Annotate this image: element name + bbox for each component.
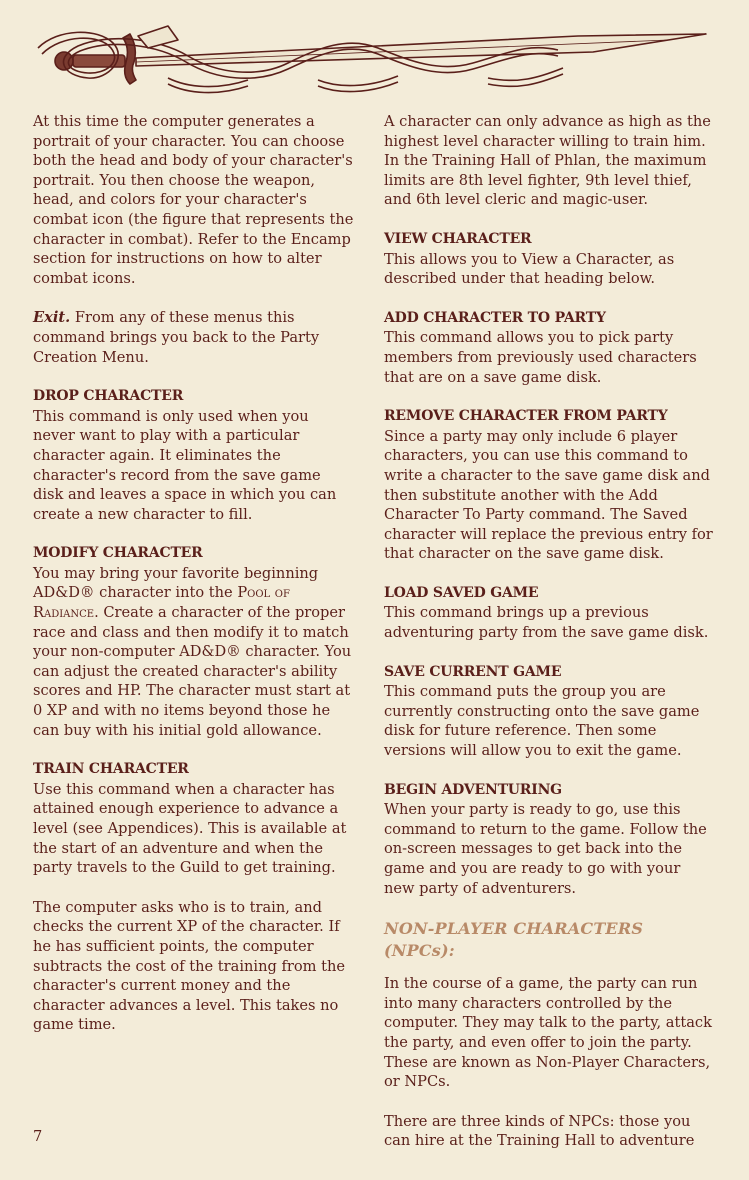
left-column [33,112,355,1055]
section-modify-character [33,544,355,740]
section-train-character [33,760,355,878]
text-pool-of-radiance: Pool of Radiance [33,584,290,622]
heading-add-character: ADD CHARACTER TO PARTY [384,309,606,326]
sword-ornament-icon [18,18,708,98]
right-column [384,112,714,1171]
heading-save-game: SAVE CURRENT GAME [384,663,562,680]
text-remove-character: Since a party may only include 6 player characters, you can use this command to write a character to the save game disk and then substitute another with the Add Character To Party command. The Saved character will replace the previous entry for that character on the save game disk. [384,427,713,563]
paragraph-npc-kinds: There are three kinds of NPCs: those you can hire at the Training Hall to adventure [384,1112,695,1150]
heading-train-character: TRAIN CHARACTER [33,761,189,778]
heading-npcs: NON-PLAYER CHARACTERS (NPCs): [384,919,644,961]
paragraph-npcs: In the course of a game, the party can run into many characters controlled by the computer. They may talk to the party, attack the party, and even offer to join the party. These are known as Non-Player Characters, or NPCs. [384,975,712,1091]
heading-load-game: LOAD SAVED GAME [384,584,539,601]
heading-begin-adventuring: BEGIN ADVENTURING [384,781,562,798]
heading-remove-character: REMOVE CHARACTER FROM PARTY [384,408,668,425]
heading-view-character: VIEW CHARACTER [384,230,532,247]
text-modify-character-1: You may bring your favorite beginning AD&D® character into the [33,564,319,602]
text-view-character: This allows you to View a Character, as described under that heading below. [384,250,675,288]
text-add-character: This command allows you to pick party members from previously used characters that are on a save game disk. [384,329,697,386]
text-drop-character: This command is only used when you never want to play with a particular character again. It eliminates the character's record from the save game disk and leaves a space in which you can create a new character to fill. [33,407,337,523]
text-begin-adventuring: When your party is ready to go, use this command to return to the game. Follow the on-screen messages to get back into the game and you are ready to go with your new party of adventurers. [384,801,707,897]
text-load-game: This command brings up a previous adventuring party from the save game disk. [384,604,709,642]
section-begin-adventuring [384,781,714,899]
section-remove-character [384,407,714,564]
paragraph-advance-limits: A character can only advance as high as the highest level character willing to train him. In the Training Hall of Phlan, the maximum limits are 8th level fighter, 9th level thief, and 6th level cleric and magic-user. [384,113,711,209]
text-modify-character-2: . Create a character of the proper race and class and then modify it to match your non-computer AD&D® character. You can adjust the created character's ability scores and HP. The character must start at 0 XP and with no items beyond those he can buy with his initial gold allowance. [33,604,352,739]
paragraph-portrait: At this time the computer generates a portrait of your character. You can choose both the head and body of your character's portrait. You then choose the weapon, head, and colors for your character's combat icon (the figure that represents the character in combat). Refer to the Encamp section for instructions on how to alter combat icons. [33,113,354,287]
paragraph-exit [33,308,355,367]
exit-label: Exit. [33,309,71,327]
paragraph-train-details: The computer asks who is to train, and checks the current XP of the character. If he has sufficient points, the computer subtracts the cost of the training from the character's current money and the character advances a level. This takes no game time. [33,898,345,1034]
section-add-character [384,309,714,387]
section-view-character [384,230,714,289]
text-save-game: This command puts the group you are currently constructing onto the save game disk for future reference. Then some versions will allow you to exit the game. [384,683,700,760]
text-train-character: Use this command when a character has attained enough experience to advance a level (see Appendices). This is available at the start of an adventure and when the party travels to the Guild to get training. [33,780,347,877]
section-save-game [384,663,714,761]
heading-modify-character: MODIFY CHARACTER [33,545,203,562]
page-number: 7 [33,1128,43,1145]
section-drop-character [33,387,355,524]
exit-text: From any of these menus this command brings you back to the Party Creation Menu. [33,309,320,366]
section-load-game [384,584,714,643]
heading-drop-character: DROP CHARACTER [33,388,184,405]
